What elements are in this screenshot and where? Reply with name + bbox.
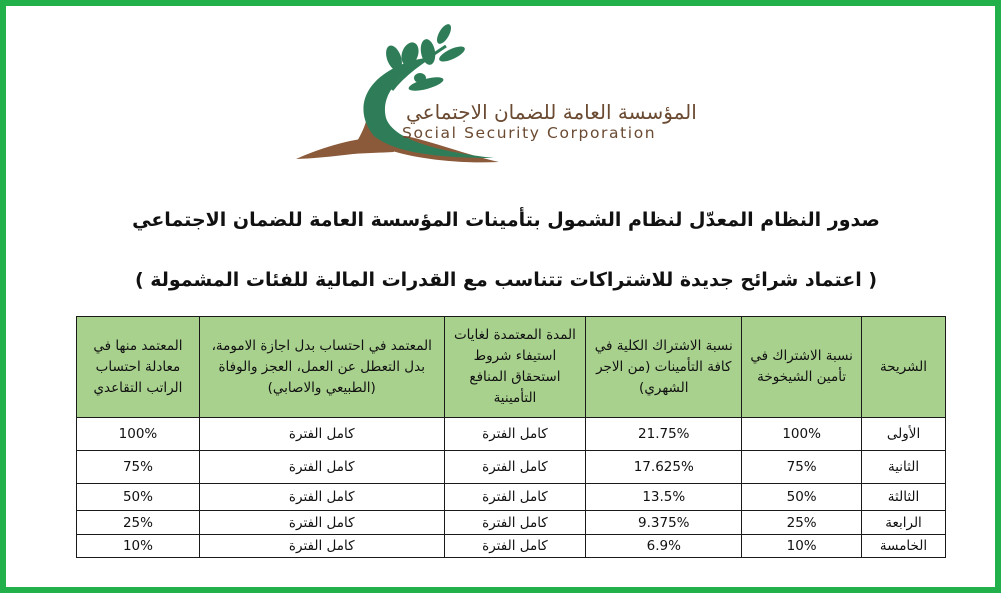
total-rate: 17.625%: [586, 451, 742, 484]
total-rate: 9.375%: [586, 511, 742, 535]
document-subtitle: ( اعتماد شرائح جديدة للاشتراكات تتناسب مع القدرات المالية للفئات المشمولة ): [134, 269, 878, 291]
header-benefits-period: المعتمد في احتساب بدل اجازة الامومة، بدل التعطل عن العمل، العجز والوفاة (الطبيعي والاصابي): [199, 317, 444, 418]
table-row: [77, 418, 946, 451]
document-title: صدور النظام المعدّل لنظام الشمول بتأمينات المؤسسة العامة للضمان الاجتماعي: [132, 209, 880, 231]
table-row: [77, 511, 946, 535]
header-tier: الشريحة: [862, 317, 946, 418]
pension-share: 100%: [77, 418, 200, 451]
contribution-tiers-table: [76, 316, 946, 558]
benefits-period: كامل الفترة: [199, 511, 444, 535]
benefits-period: كامل الفترة: [199, 418, 444, 451]
tier-name: الثالثة: [862, 484, 946, 511]
old-age-rate: 75%: [742, 451, 862, 484]
old-age-rate: 25%: [742, 511, 862, 535]
pension-share: 75%: [77, 451, 200, 484]
olive-tree-icon: [294, 24, 714, 174]
ssc-logo: [294, 24, 714, 174]
tier-name: الثانية: [862, 451, 946, 484]
tier-name: الأولى: [862, 418, 946, 451]
table-header-row: [77, 317, 946, 418]
table-row: [77, 535, 946, 558]
logo-english-name: Social Security Corporation: [402, 124, 657, 142]
qualifying-period: كامل الفترة: [444, 418, 586, 451]
benefits-period: كامل الفترة: [199, 535, 444, 558]
tier-name: الرابعة: [862, 511, 946, 535]
pension-share: 10%: [77, 535, 200, 558]
table-row: [77, 484, 946, 511]
header-old-age-rate: نسبة الاشتراك في تأمين الشيخوخة: [742, 317, 862, 418]
total-rate: 6.9%: [586, 535, 742, 558]
tier-name: الخامسة: [862, 535, 946, 558]
header-pension-formula: المعتمد منها في معادلة احتساب الراتب التقاعدي: [77, 317, 200, 418]
old-age-rate: 100%: [742, 418, 862, 451]
pension-share: 50%: [77, 484, 200, 511]
old-age-rate: 50%: [742, 484, 862, 511]
pension-share: 25%: [77, 511, 200, 535]
header-total-rate: نسبة الاشتراك الكلية في كافة التأمينات (من الاجر الشهري): [586, 317, 742, 418]
table-row: [77, 451, 946, 484]
logo-arabic-name: المؤسسة العامة للضمان الاجتماعي: [406, 100, 697, 124]
total-rate: 13.5%: [586, 484, 742, 511]
qualifying-period: كامل الفترة: [444, 451, 586, 484]
old-age-rate: 10%: [742, 535, 862, 558]
header-qualifying-period: المدة المعتمدة لغايات استيفاء شروط استحقاق المنافع التأمينية: [444, 317, 586, 418]
qualifying-period: كامل الفترة: [444, 484, 586, 511]
qualifying-period: كامل الفترة: [444, 535, 586, 558]
benefits-period: كامل الفترة: [199, 484, 444, 511]
qualifying-period: كامل الفترة: [444, 511, 586, 535]
benefits-period: كامل الفترة: [199, 451, 444, 484]
total-rate: 21.75%: [586, 418, 742, 451]
